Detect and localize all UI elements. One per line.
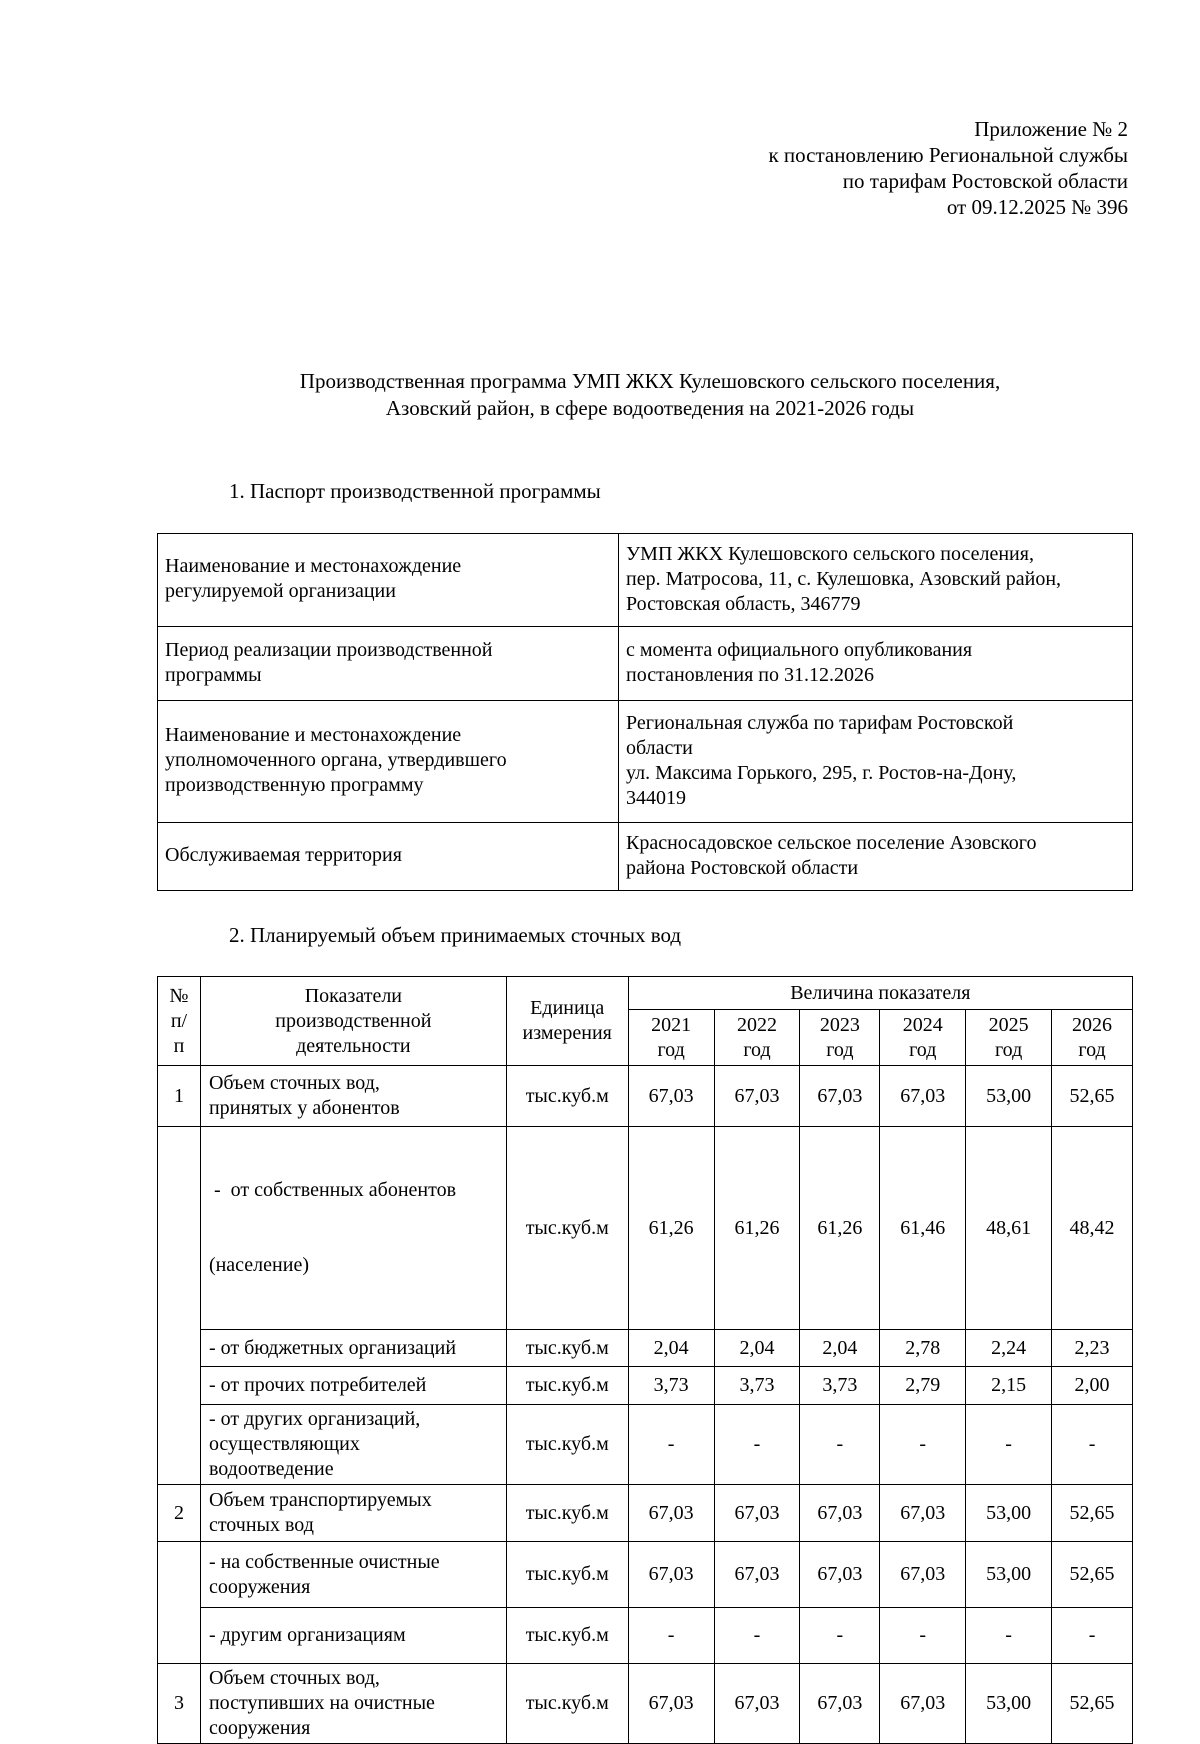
value-2023: 67,03 (800, 1542, 880, 1608)
passport-label: Обслуживаемая территория (158, 823, 619, 891)
appendix-label: Приложение № 2 (974, 117, 1128, 141)
col-header-year: 2021 год (628, 1010, 714, 1066)
table-row (158, 1608, 1133, 1664)
volume-table (157, 976, 1133, 1744)
passport-row (158, 534, 1133, 627)
row-unit: тыс.куб.м (506, 1542, 628, 1608)
value-2022: 67,03 (714, 1542, 800, 1608)
value-2022: 3,73 (714, 1367, 800, 1405)
value-2024: 67,03 (880, 1066, 966, 1127)
value-2026: 2,00 (1052, 1367, 1133, 1405)
value-2024: 67,03 (880, 1485, 966, 1542)
value-2021: 2,04 (628, 1330, 714, 1367)
value-2023: 67,03 (800, 1664, 880, 1744)
value-2023: - (800, 1608, 880, 1664)
passport-label: Период реализации производственной программы (158, 627, 619, 701)
value-2022: 2,04 (714, 1330, 800, 1367)
passport-row (158, 701, 1133, 823)
value-2025: - (966, 1405, 1052, 1485)
row-number: 1 (158, 1066, 201, 1127)
table-row (158, 1066, 1133, 1127)
value-2025: 53,00 (966, 1485, 1052, 1542)
value-2024: 2,79 (880, 1367, 966, 1405)
col-header-year: 2026 год (1052, 1010, 1133, 1066)
row-label: Объем сточных вод, принятых у абонентов (200, 1066, 506, 1127)
title-line: Производственная программа УМП ЖКХ Кулешовского сельского поселения, (299, 369, 1001, 393)
value-2024: - (880, 1608, 966, 1664)
table-row (158, 1405, 1133, 1485)
value-2022: 67,03 (714, 1485, 800, 1542)
value-2021: 67,03 (628, 1664, 714, 1744)
value-2023: 2,04 (800, 1330, 880, 1367)
passport-value: Региональная служба по тарифам Ростовской области ул. Максима Горького, 295, г. Ростов-на-Дону, 344019 (619, 701, 1133, 823)
row-number (158, 1542, 201, 1664)
value-2025: 2,24 (966, 1330, 1052, 1367)
row-number: 3 (158, 1664, 201, 1744)
value-2026: - (1052, 1608, 1133, 1664)
row-unit: тыс.куб.м (506, 1664, 628, 1744)
document-header (768, 116, 1128, 220)
row-label: - от бюджетных организаций (200, 1330, 506, 1367)
value-2023: 67,03 (800, 1066, 880, 1127)
value-2025: 53,00 (966, 1542, 1052, 1608)
table-row (158, 1664, 1133, 1744)
title-line: Азовский район, в сфере водоотведения на 2021-2026 годы (385, 396, 915, 420)
value-2021: 67,03 (628, 1542, 714, 1608)
passport-value: Красносадовское сельское поселение Азовского района Ростовской области (619, 823, 1133, 891)
value-2021: 67,03 (628, 1485, 714, 1542)
row-label: - от других организаций, осуществляющих водоотведение (200, 1405, 506, 1485)
row-number (158, 1127, 201, 1485)
row-label: - другим организациям (200, 1608, 506, 1664)
table-row (158, 1367, 1133, 1405)
col-header-year: 2022 год (714, 1010, 800, 1066)
value-2021: 67,03 (628, 1066, 714, 1127)
passport-row (158, 823, 1133, 891)
value-2022: - (714, 1405, 800, 1485)
row-unit: тыс.куб.м (506, 1405, 628, 1485)
table-row (158, 1485, 1133, 1542)
value-2025: - (966, 1608, 1052, 1664)
row-label: Объем транспортируемых сточных вод (200, 1485, 506, 1542)
row-label: - от прочих потребителей (200, 1367, 506, 1405)
passport-table (157, 533, 1133, 891)
appendix-authority: по тарифам Ростовской области (842, 169, 1128, 193)
row-unit: тыс.куб.м (506, 1485, 628, 1542)
value-2022: - (714, 1608, 800, 1664)
value-2023: 61,26 (800, 1127, 880, 1330)
appendix-date-number: от 09.12.2025 № 396 (946, 195, 1128, 219)
value-2021: 3,73 (628, 1367, 714, 1405)
table-row (158, 1127, 1133, 1330)
value-2026: 52,65 (1052, 1066, 1133, 1127)
row-label: - от собственных абонентов (население) (200, 1127, 506, 1330)
value-2021: 61,26 (628, 1127, 714, 1330)
appendix-reference: к постановлению Региональной службы (768, 143, 1128, 167)
passport-label: Наименование и местонахождение регулируемой организации (158, 534, 619, 627)
header-row (158, 977, 1133, 1010)
col-header-indicator: Показатели производственной деятельности (200, 977, 506, 1066)
value-2023: 67,03 (800, 1485, 880, 1542)
value-2022: 67,03 (714, 1066, 800, 1127)
col-header-num: № п/ п (158, 977, 201, 1066)
passport-label: Наименование и местонахождение уполномоченного органа, утвердившего производственную программу (158, 701, 619, 823)
value-2026: 52,65 (1052, 1542, 1133, 1608)
col-header-year: 2025 год (966, 1010, 1052, 1066)
passport-value: УМП ЖКХ Кулешовского сельского поселения, пер. Матросова, 11, с. Кулешовка, Азовский район, Ростовская область, 346779 (619, 534, 1133, 627)
value-2025: 53,00 (966, 1066, 1052, 1127)
document-title (0, 368, 1200, 422)
row-unit: тыс.куб.м (506, 1330, 628, 1367)
table-row (158, 1330, 1133, 1367)
value-2026: 52,65 (1052, 1485, 1133, 1542)
value-2024: 67,03 (880, 1542, 966, 1608)
value-2026: 52,65 (1052, 1664, 1133, 1744)
value-2024: 2,78 (880, 1330, 966, 1367)
value-2025: 2,15 (966, 1367, 1052, 1405)
value-2025: 53,00 (966, 1664, 1052, 1744)
col-header-group: Величина показателя (628, 977, 1132, 1010)
row-unit: тыс.куб.м (506, 1367, 628, 1405)
row-unit: тыс.куб.м (506, 1127, 628, 1330)
value-2024: 61,46 (880, 1127, 966, 1330)
value-2026: 48,42 (1052, 1127, 1133, 1330)
value-2022: 67,03 (714, 1664, 800, 1744)
value-2021: - (628, 1405, 714, 1485)
col-header-year: 2023 год (800, 1010, 880, 1066)
value-2024: 67,03 (880, 1664, 966, 1744)
row-label: Объем сточных вод, поступивших на очистные сооружения (200, 1664, 506, 1744)
row-unit: тыс.куб.м (506, 1066, 628, 1127)
value-2024: - (880, 1405, 966, 1485)
col-header-year: 2024 год (880, 1010, 966, 1066)
value-2023: - (800, 1405, 880, 1485)
value-2026: - (1052, 1405, 1133, 1485)
passport-value: с момента официального опубликования постановления по 31.12.2026 (619, 627, 1133, 701)
section-2-heading: 2. Планируемый объем принимаемых сточных вод (229, 923, 682, 947)
col-header-unit: Единица измерения (506, 977, 628, 1066)
value-2023: 3,73 (800, 1367, 880, 1405)
value-2025: 48,61 (966, 1127, 1052, 1330)
value-2026: 2,23 (1052, 1330, 1133, 1367)
value-2022: 61,26 (714, 1127, 800, 1330)
passport-row (158, 627, 1133, 701)
row-unit: тыс.куб.м (506, 1608, 628, 1664)
value-2021: - (628, 1608, 714, 1664)
section-1-heading: 1. Паспорт производственной программы (229, 479, 601, 503)
table-row (158, 1542, 1133, 1608)
row-label: - на собственные очистные сооружения (200, 1542, 506, 1608)
row-number: 2 (158, 1485, 201, 1542)
